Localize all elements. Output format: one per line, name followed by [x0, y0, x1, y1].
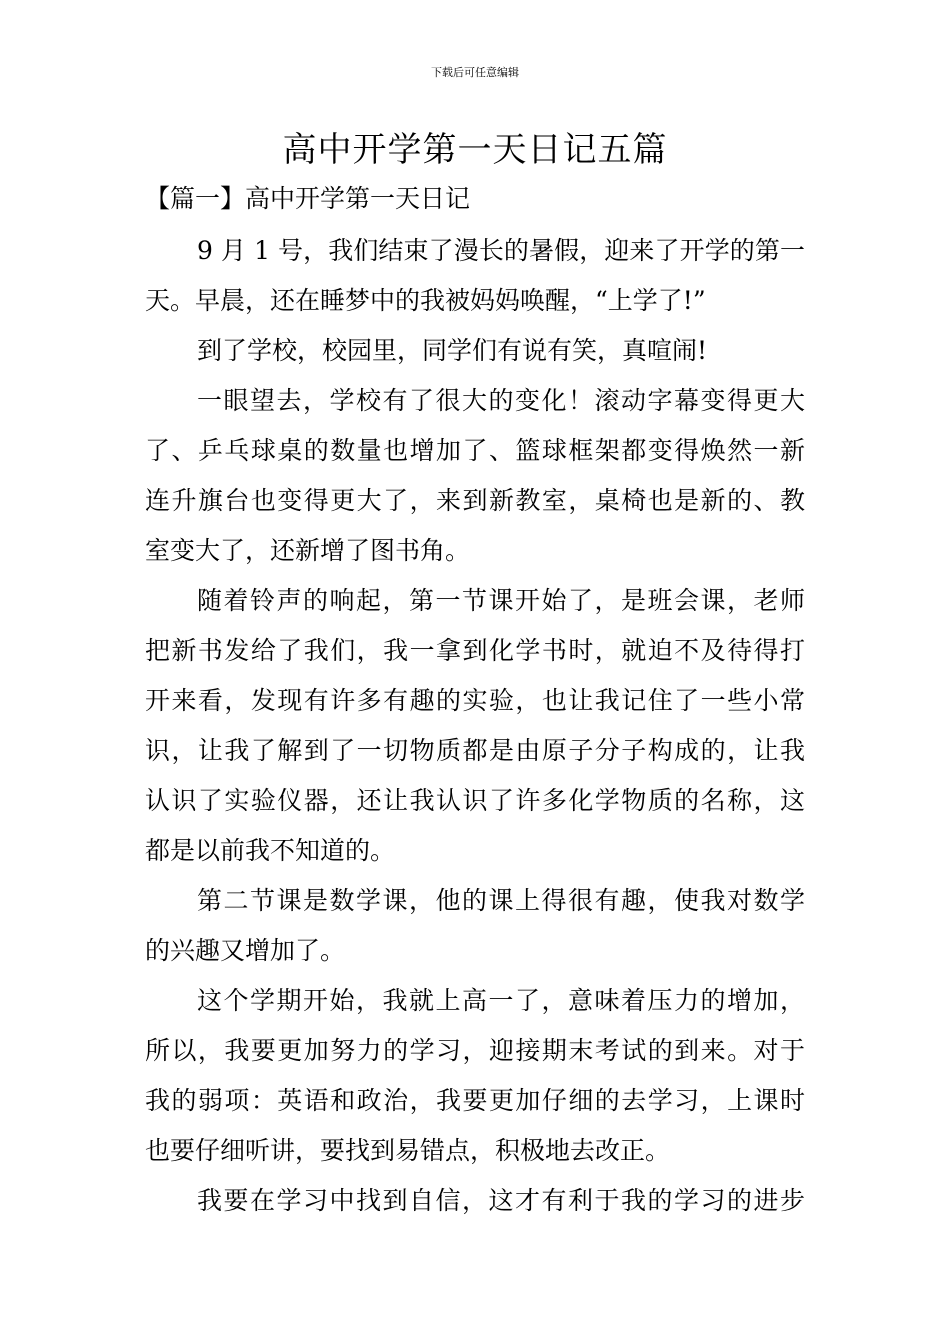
document-title: 高中开学第一天日记五篇	[282, 130, 668, 170]
body-line: 也要仔细听讲，要找到易错点，积极地去改正。	[145, 1136, 671, 1165]
body-line: 随着铃声的响起，第一节课开始了，是班会课，老师	[197, 586, 805, 615]
body-line: 连升旗台也变得更大了，来到新教室，桌椅也是新的、教	[145, 486, 805, 515]
page-header-note: 下载后可任意编辑	[431, 66, 519, 79]
body-line: 的兴趣又增加了。	[145, 936, 346, 965]
body-line: 室变大了，还新增了图书角。	[145, 536, 471, 565]
body-line: 这个学期开始，我就上高一了，意味着压力的增加，	[197, 986, 805, 1015]
body-line: 第二节课是数学课，他的课上得很有趣，使我对数学	[197, 886, 805, 915]
diary-body	[145, 226, 805, 1226]
body-line: 一眼望去，学校有了很大的变化！滚动字幕变得更大	[197, 386, 805, 415]
body-line: 了、乒乓球桌的数量也增加了、篮球框架都变得焕然一新	[145, 436, 805, 465]
body-line: 9 月 1 号，我们结束了漫长的暑假，迎来了开学的第一	[197, 236, 805, 265]
body-line: 把新书发给了我们，我一拿到化学书时，就迫不及待得打	[145, 636, 805, 665]
body-line: 我的弱项：英语和政治，我要更加仔细的去学习，上课时	[145, 1086, 805, 1115]
body-line: 都是以前我不知道的。	[145, 836, 396, 865]
body-line: 认识了实验仪器，还让我认识了许多化学物质的名称，这	[145, 786, 805, 815]
body-line: 天。早晨，还在睡梦中的我被妈妈唤醒，“上学了!”	[145, 286, 706, 315]
body-line: 识，让我了解到了一切物质都是由原子分子构成的，让我	[145, 736, 805, 765]
body-line: 我要在学习中找到自信，这才有利于我的学习的进步	[197, 1186, 805, 1215]
body-line: 到了学校，校园里，同学们有说有笑，真喧闹!	[197, 336, 708, 365]
section-heading: 【篇一】高中开学第一天日记	[145, 184, 471, 213]
body-line: 所以，我要更加努力的学习，迎接期末考试的到来。对于	[145, 1036, 805, 1065]
body-line: 开来看，发现有许多有趣的实验，也让我记住了一些小常	[145, 686, 805, 715]
